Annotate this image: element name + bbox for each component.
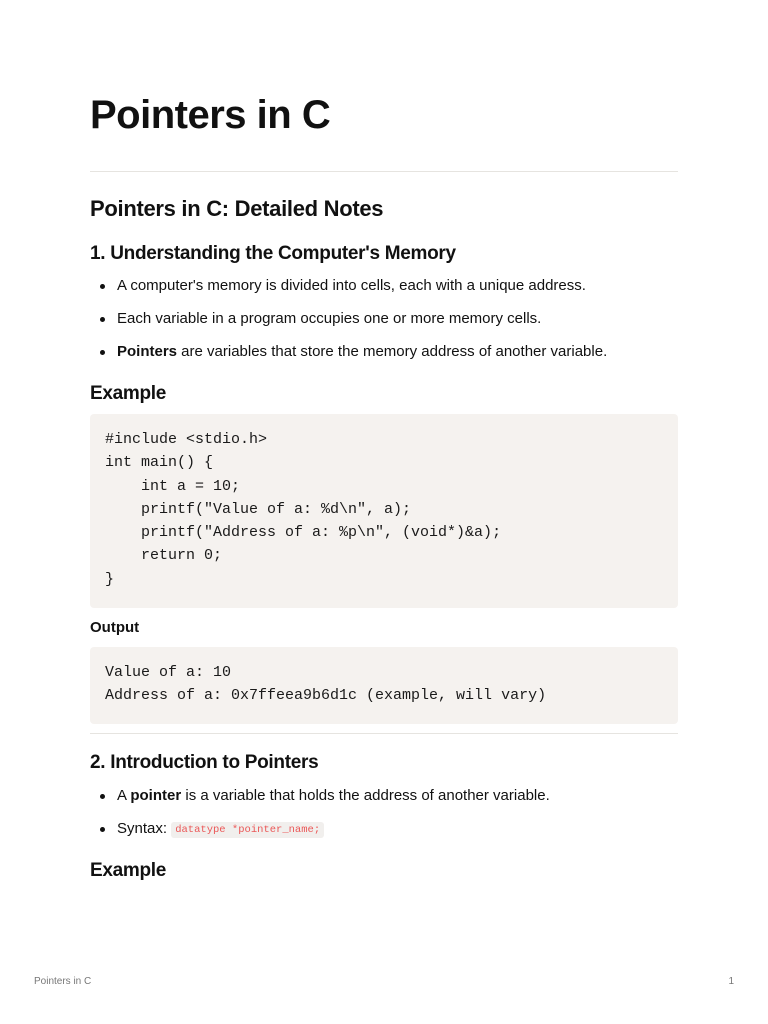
section-divider [90,733,678,734]
list-item [90,342,678,362]
bullet-text: Each variable in a program occupies one or more memory cells. [117,310,542,327]
list-item [90,276,678,296]
bullet-bold-term: pointer [130,787,182,804]
example-heading: Example [90,383,167,404]
list-item [90,819,678,839]
bullet-text: is a variable that holds the address of another variable. [181,787,550,804]
output-heading: Output [90,619,140,636]
code-block [90,414,678,608]
output-content: Value of a: 10 Address of a: 0x7ffeea9b6d1c (example, will vary) [105,664,547,705]
bullet-text: are variables that store the memory address of another variable. [177,343,608,360]
inline-code: datatype *pointer_name; [171,822,324,838]
bullet-text-prefix: Syntax: [117,820,172,837]
section-2-heading: 2. Introduction to Pointers [90,752,319,773]
list-item [90,786,678,806]
bullet-bold-term: Pointers [117,343,178,360]
section-2-bullet-list [90,786,678,852]
example-heading-2: Example [90,860,167,881]
bullet-text-prefix: A [117,787,131,804]
code-content: #include <stdio.h> int main() { int a = 10; printf("Value of a: %d\n", a); printf("Address of a: %p\n", (void*)&a); return 0; } [105,431,502,588]
main-heading: Pointers in C: Detailed Notes [90,196,384,221]
section-1-bullet-list [90,276,678,375]
output-block [90,647,678,724]
footer-document-title: Pointers in C [34,976,92,987]
list-item [90,309,678,329]
bullet-text: A computer's memory is divided into cells, each with a unique address. [117,277,586,294]
footer-page-number: 1 [728,976,734,987]
document-title: Pointers in C [90,93,331,137]
section-1-heading: 1. Understanding the Computer's Memory [90,243,456,264]
title-divider [90,171,678,172]
